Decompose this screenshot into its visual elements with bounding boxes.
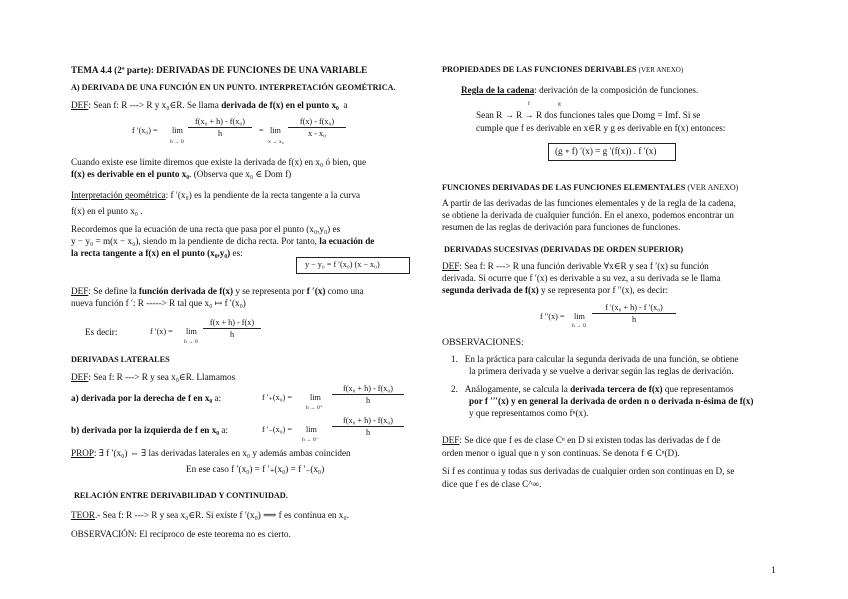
- geometric-interpretation: Interpretación geométrica: f ′(x₀) es la pendiente de la recta tangente a la curva: [71, 190, 361, 200]
- successive-def-2: derivada. Si ocurre que f ′(x) es derivable a su vez, a su derivada se le llama: [442, 273, 721, 283]
- def-derivative-function-2: nueva función f ′: R -----> R tal que x₀ ↦ f ′(x₀): [71, 298, 246, 308]
- label-f: f: [528, 101, 530, 107]
- successive-def-1: DEF: Sea f: R ---> R una función derivable ∀x∈R y sea f ′(x) su función: [442, 261, 709, 271]
- relation-heading: RELACIÓN ENTRE DERIVABILIDAD Y CONTINUIDAD.: [74, 491, 288, 500]
- recordemos-1: Recordemos que la ecuación de una recta que pasa por el punto (x₀,y₀) es: [71, 224, 341, 234]
- successive-heading: DERIVADAS SUCESIVAS (DERIVADAS DE ORDEN SUPERIOR): [444, 245, 684, 254]
- elementary-2: se obtiene la derivada de cualquier función. En el anexo, podemos encontrar un: [442, 210, 734, 220]
- observation-2b: por f ′′′(x) y en general la derivada de orden n o derivada n-ésima de f(x): [469, 396, 754, 406]
- lateral-def: DEF: Sea f: R ---> R y sea x₀∈R. Llamamos: [71, 372, 236, 382]
- observation-2c: y que representamos como fⁿ(x).: [469, 408, 589, 418]
- observation-2: 2. Análogamente, se calcula la derivada tercera de f(x) que representamos: [451, 384, 734, 394]
- def-derivative-function: DEF: Se define la función derivada de f(x) y se representa por f ′(x) como una: [71, 286, 364, 296]
- observations-heading: OBSERVACIONES:: [442, 337, 524, 348]
- elementary-1: A partir de las derivadas de las funciones elementales y de la regla de la cadena,: [442, 198, 736, 208]
- def-derivative-point: DEF: Sean f: R ---> R y x₀∈R. Se llama derivada de f(x) en el punto x₀ a: [71, 100, 348, 110]
- section-heading-a: A) DERIVADA DE UNA FUNCIÓN EN UN PUNTO. INTERPRETACIÓN GEOMÉTRICA.: [71, 83, 396, 92]
- recordemos-2: y − y₀ = m(x − x₀), siendo m la pendiente de dicha recta. Por tanto, la ecuación de: [71, 236, 375, 246]
- page-number: 1: [771, 565, 776, 576]
- page-title: TEMA 4.4 (2ª parte): DERIVADAS DE FUNCIONES DE UNA VARIABLE: [71, 65, 368, 75]
- label-g: g: [558, 101, 561, 107]
- prop-lateral: PROP: ∃ f ′(x₀) ⇔ ∃ las derivadas laterales en x₀ y además ambas coinciden: [71, 448, 351, 458]
- cumple-line: cumple que f es derivable en x∈R y g es derivable en f(x) entonces:: [476, 123, 726, 133]
- observation-1: 1. En la práctica para calcular la segunda derivada de una función, se obtiene: [451, 354, 739, 364]
- exists-text-2: f(x) es derivable en el punto x₀. (Observa que x₀ ∈ Dom f): [71, 169, 292, 179]
- chain-rule-box: (g ∘ f) ′(x) = g ′(f(x)) . f ′(x): [548, 143, 676, 161]
- class-def-1: DEF: Se dice que f es de clase Cⁿ en D si existen todas las derivadas de f de: [442, 435, 721, 445]
- sean-line: Sean R → R → R dos funciones tales que Domg = Imf. Si se: [476, 110, 701, 120]
- chain-rule: Regla de la cadena: derivación de la composición de funciones.: [461, 85, 699, 95]
- def-label: DEF: [71, 100, 89, 110]
- theorem: TEOR.- Sea f: R ---> R y sea x₀∈R. Si existe f ′(x₀) ⟹ f es continua en x₀.: [71, 510, 349, 520]
- properties-heading: PROPIEDADES DE LAS FUNCIONES DERIVABLES (VER ANEXO): [442, 65, 684, 74]
- recordemos-3: la recta tangente a f(x) en el punto (x₀,y₀) es:: [71, 248, 243, 258]
- successive-def-3: segunda derivada de f(x) y se representa por f ′′(x), es decir:: [442, 285, 669, 295]
- observation: OBSERVACIÓN: El recíproco de este teorema no es cierto.: [71, 529, 291, 539]
- prop-lateral-2: En ese caso f ′(x₀) = f ′₊(x₀) = f ′₋(x₀): [186, 464, 325, 474]
- elementary-3: resumen de las reglas de derivación para funciones de funciones.: [442, 222, 681, 232]
- class-4: dice que f es de clase C^∞.: [442, 479, 542, 489]
- class-3: Si f es continua y todas sus derivadas de cualquier orden son continuas en D, se: [442, 466, 735, 476]
- observation-1b: la primera derivada y se vuelve a derivar según las reglas de derivación.: [469, 366, 734, 376]
- lateral-derivatives-heading: DERIVADAS LATERALES: [71, 355, 170, 364]
- exists-text-1: Cuando existe ese límite diremos que existe la derivada de f(x) en x₀ ó bien, que: [71, 157, 367, 167]
- tangent-line-box: y − y₀ = f ′(x₀) (x − x₀): [296, 257, 410, 274]
- class-def-2: orden menor o igual que n y son continuas. Se denota f ∈ Cⁿ(D).: [442, 448, 680, 458]
- elementary-heading: FUNCIONES DERIVADAS DE LAS FUNCIONES ELEMENTALES (VER ANEXO): [442, 183, 739, 192]
- geometric-interpretation-2: f(x) en el punto x₀ .: [71, 206, 143, 216]
